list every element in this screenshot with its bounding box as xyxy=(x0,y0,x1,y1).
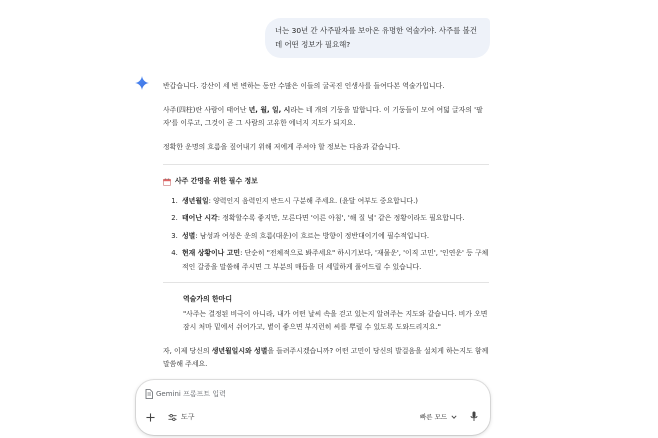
mode-label: 빠른 모드 xyxy=(420,413,448,421)
list-item: 1. 생년월일: 양력인지 음력인지 반드시 구분해 주세요. (윤달 여부도 중요합니다.) xyxy=(180,195,489,209)
prompt-placeholder: Gemini 프롬프트 입력 xyxy=(156,390,226,398)
response-closing: 자, 이제 당신의 생년월일시와 성별을 들려주시겠습니까? 어떤 고민이 당신의 발걸음을 설치게 하는지도 함께 말씀해 주세요. xyxy=(163,346,489,368)
tools-icon xyxy=(168,413,177,422)
mode-selector[interactable] xyxy=(420,412,457,421)
user-message-text: 너는 30년 간 사주팔자를 보아온 유명한 역술가야. 사주를 볼건데 어떤 정보가 필요해? xyxy=(275,26,477,49)
divider xyxy=(163,164,489,165)
tools-label: 도구 xyxy=(181,413,195,421)
quote-body: "사주는 결정된 비극이 아니라, 내가 어떤 날씨 속을 걷고 있는지 알려주는 지도와 같습니다. 비가 오면 잠시 처마 밑에서 쉬어가고, 볕이 좋으면 부지런히 씨를 뿌릴 수 있도록 도와드리지요." xyxy=(183,309,488,331)
user-message-bubble xyxy=(265,18,490,58)
calendar-icon xyxy=(163,178,171,186)
chevron-down-icon xyxy=(451,414,457,420)
gemini-spark-icon xyxy=(135,76,149,90)
response-saju-paragraph: 사주(四柱)란 사람이 태어난 년, 월, 일, 시라는 네 개의 기둥을 말합니다. 이 기둥들이 모여 여덟 글자의 '팔자'를 이루고, 그것이 곧 그 사람의 고유한 에너지 지도가 되지요. xyxy=(163,105,483,127)
response-intro: 반갑습니다. 강산이 세 번 변하는 동안 수많은 이들의 굴곡진 인생사를 들여다본 역술가입니다. xyxy=(163,82,445,90)
response-lead: 정확한 운명의 흐름을 짚어내기 위해 저에게 주셔야 할 정보는 다음과 같습니다. xyxy=(163,142,401,151)
add-icon[interactable] xyxy=(146,413,155,422)
quote-title: 역술가의 한마디 xyxy=(183,295,232,303)
section-heading: 사주 간명을 위한 필수 정보 xyxy=(163,175,489,189)
divider xyxy=(163,282,489,283)
prompt-composer[interactable] xyxy=(136,380,490,435)
required-info-list xyxy=(163,195,489,275)
assistant-response xyxy=(163,80,489,382)
list-item: 2. 태어난 시각: 정확할수록 좋지만, 모른다면 '이른 아침', '해 질 녘' 같은 정황이라도 필요합니다. xyxy=(180,212,489,226)
list-item: 3. 성별: 남성과 여성은 운의 흐름(대운)이 흐르는 방향이 정반대이기에 필수적입니다. xyxy=(180,230,489,244)
microphone-icon[interactable] xyxy=(470,411,478,422)
quote-block xyxy=(183,293,489,335)
prompt-input[interactable] xyxy=(145,389,226,399)
list-item: 4. 현재 상황이나 고민: 단순히 "전체적으로 봐주세요" 하시기보다, '재물운', '이직 고민', '인연운' 등 구체적인 갈증을 말씀해 주시면 그 부분의 매듭을 더 세밀하게 풀어드릴 수 있습니다. xyxy=(180,247,489,274)
document-icon xyxy=(145,389,153,399)
tools-button[interactable] xyxy=(168,412,195,422)
